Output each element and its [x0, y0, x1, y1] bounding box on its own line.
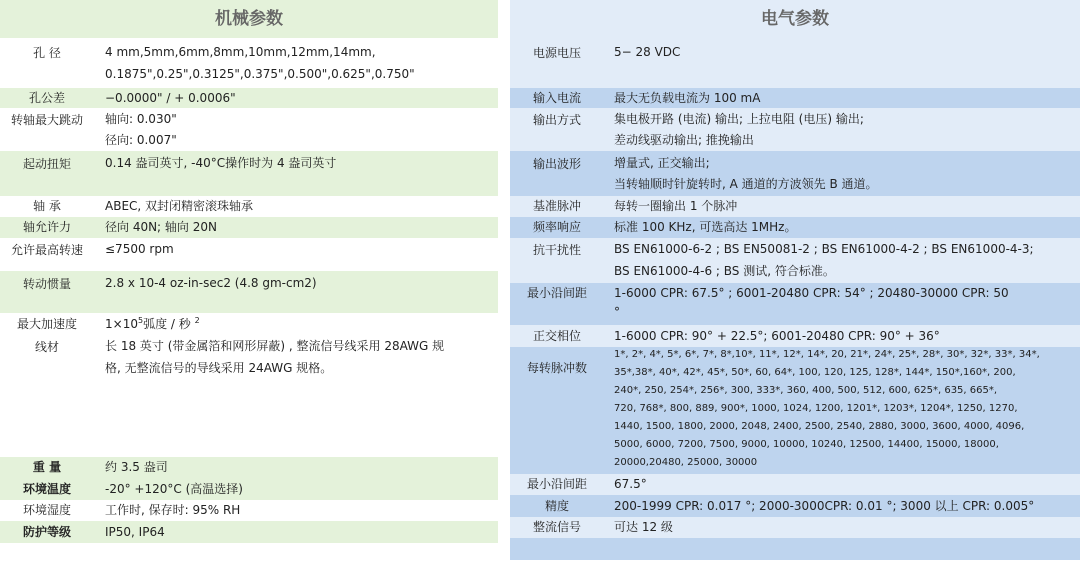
- row-label: 电源电压: [532, 46, 581, 60]
- table-row-commutation-signal: [510, 517, 1080, 538]
- row-value: 标准 100 KHz, 可选高达 1MHz。: [614, 220, 797, 234]
- row-value: IP50, IP64: [105, 525, 165, 539]
- row-value: 5− 28 VDC: [614, 45, 681, 59]
- table-row-noise-immunity: [510, 238, 1080, 283]
- table-row-input-current: [510, 88, 1080, 108]
- table-row-cable: [0, 335, 498, 457]
- table-row-empty: [510, 538, 1080, 560]
- row-label: 线材: [34, 340, 59, 354]
- table-row-supply-voltage: [510, 38, 1080, 88]
- row-label: 轴 承: [33, 199, 61, 213]
- table-row-moment-of-inertia: [0, 271, 498, 313]
- row-value: 67.5°: [614, 477, 647, 491]
- table-row-bore-tolerance: [0, 88, 498, 108]
- row-value: 集电极开路 (电流) 输出; 上拉电阻 (电压) 输出;: [614, 112, 864, 126]
- row-value: 格, 无整流信号的导线采用 24AWG 规格。: [105, 361, 333, 375]
- row-value: 最大无负载电流为 100 mA: [614, 91, 761, 105]
- row-label: 重 量: [32, 460, 62, 474]
- row-label: 输出波形: [532, 157, 581, 171]
- row-label: 防护等级: [22, 525, 71, 539]
- row-label: 基准脉冲: [532, 199, 581, 213]
- row-value: 轴向: 0.030": [105, 112, 177, 126]
- row-value: 增量式, 正交输出;: [614, 156, 710, 170]
- row-value: 长 18 英寸 (带金属箔和网形屏蔽) , 整流信号线采用 28AWG 规: [105, 339, 445, 353]
- row-label: 精度: [544, 499, 569, 513]
- row-value: ≤7500 rpm: [105, 242, 174, 256]
- table-row-max-speed: [0, 238, 498, 271]
- row-value: 200-1999 CPR: 0.017 °; 2000-3000CPR: 0.01 °; 3000 以上 CPR: 0.005°: [614, 499, 1035, 513]
- table-row-pulses-per-revolution: [510, 347, 1080, 474]
- table-row-accuracy: [510, 495, 1080, 517]
- row-label: 频率响应: [532, 220, 581, 234]
- table-row-bearing: [0, 196, 498, 217]
- row-value: 720, 768*, 800, 889, 900*, 1000, 1024, 1200, 1201*, 1203*, 1204*, 1250, 1270,: [614, 403, 1018, 414]
- table-row-quadrature-phase: [510, 325, 1080, 347]
- row-value: BS EN61000-6-2 ; BS EN50081-2 ; BS EN61000-4-2 ; BS EN61000-4-3;: [614, 242, 1034, 256]
- row-value: 径向: 0.007": [105, 133, 177, 147]
- table-row-weight: [0, 457, 498, 478]
- table-row-frequency-response: [510, 217, 1080, 238]
- row-label: 轴允许力: [22, 220, 71, 234]
- row-label: 输出方式: [532, 113, 581, 127]
- row-value: 2.8 x 10-4 oz-in-sec2 (4.8 gm-cm2): [105, 276, 317, 290]
- table-row-starting-torque: [0, 151, 498, 196]
- table-row-min-edge-separation-2: [510, 474, 1080, 495]
- row-label: 转动惯量: [22, 277, 71, 291]
- electrical-parameters-title: 电气参数: [510, 0, 1080, 38]
- row-label: 最小沿间距: [526, 477, 587, 491]
- table-row-min-edge-separation: [510, 283, 1080, 325]
- row-label: 孔 径: [33, 46, 61, 60]
- row-label: 孔公差: [28, 91, 65, 105]
- table-row-max-acceleration: [0, 313, 498, 335]
- table-row-protection-rating: [0, 521, 498, 543]
- mechanical-parameters-title: 机械参数: [0, 0, 498, 38]
- row-value: 差动线驱动输出; 推挽输出: [614, 133, 754, 147]
- row-label: 转轴最大跳动: [10, 113, 83, 127]
- table-row-ambient-humidity: [0, 500, 498, 521]
- row-label: 起动扭矩: [22, 157, 71, 171]
- row-value: 当转轴顺时针旋转时, A 通道的方波领先 B 通道。: [614, 177, 878, 191]
- row-value: 1-6000 CPR: 67.5° ; 6001-20480 CPR: 54° ; 20480-30000 CPR: 50: [614, 286, 1009, 300]
- row-label: 每转脉冲数: [526, 361, 587, 375]
- table-row-output-waveform: [510, 151, 1080, 196]
- row-value: 0.1875",0.25",0.3125",0.375",0.500",0.625",0.750": [105, 67, 415, 81]
- row-value: 1440, 1500, 1800, 2000, 2048, 2400, 2500, 2540, 2880, 3000, 3600, 4000, 4096,: [614, 421, 1025, 432]
- row-value: 径向 40N; 轴向 20N: [105, 220, 217, 234]
- row-label: 最大加速度: [16, 317, 77, 331]
- row-value: ABEC, 双封闭精密滚珠轴承: [105, 199, 254, 213]
- table-row-output-type: [510, 108, 1080, 151]
- row-label: 环境湿度: [22, 503, 71, 517]
- table-row-shaft-runout: [0, 108, 498, 151]
- row-label: 输入电流: [532, 91, 581, 105]
- row-value: °: [614, 305, 620, 319]
- row-value: 工作时, 保存时: 95% RH: [105, 503, 241, 517]
- row-value: $1\times 10^5$弧度 / 秒 $^2$: [105, 316, 200, 331]
- electrical-parameters-table: [510, 0, 1080, 560]
- row-value: 可达 12 级: [614, 520, 673, 534]
- row-label: 最小沿间距: [526, 286, 587, 300]
- row-value: 0.14 盎司英寸, -40°C操作时为 4 盎司英寸: [105, 156, 337, 170]
- row-value: 每转一圈输出 1 个脉冲: [614, 199, 738, 213]
- table-row-shaft-load: [0, 217, 498, 238]
- row-value: 5000, 6000, 7200, 7500, 9000, 10000, 10240, 12500, 14400, 15000, 18000,: [614, 439, 999, 450]
- table-row-index-pulse: [510, 196, 1080, 217]
- row-value: BS EN61000-4-6 ; BS 测试, 符合标准。: [614, 264, 835, 278]
- row-value: 20000,20480, 25000, 30000: [614, 457, 758, 468]
- row-label: 整流信号: [532, 520, 581, 534]
- row-value: 1-6000 CPR: 90° + 22.5°; 6001-20480 CPR: 90° + 36°: [614, 329, 940, 343]
- row-label: 允许最高转速: [10, 243, 83, 257]
- row-value: 35*,38*, 40*, 42*, 45*, 50*, 60, 64*, 100, 120, 125, 128*, 144*, 150*,160*, 200,: [614, 367, 1016, 378]
- mechanical-parameters-table: [0, 0, 498, 543]
- table-row-ambient-temperature: [0, 478, 498, 500]
- row-value: 240*, 250, 254*, 256*, 300, 333*, 360, 400, 500, 512, 600, 625*, 635, 665*,: [614, 385, 998, 396]
- row-label: 正交相位: [532, 329, 581, 343]
- row-value: −0.0000" / + 0.0006": [105, 91, 236, 105]
- row-value: 约 3.5 盎司: [105, 460, 168, 474]
- row-value: 4 mm,5mm,6mm,8mm,10mm,12mm,14mm,: [105, 45, 376, 59]
- row-label: 抗干扰性: [532, 243, 581, 257]
- row-label: 环境温度: [22, 482, 71, 496]
- table-row-bore-diameter: [0, 38, 498, 88]
- row-value: 1*, 2*, 4*, 5*, 6*, 7*, 8*,10*, 11*, 12*, 14*, 20, 21*, 24*, 25*, 28*, 30*, 32*, 33*, 34*,: [614, 349, 1040, 360]
- row-value: -20° +120°C (高温选择): [105, 482, 243, 496]
